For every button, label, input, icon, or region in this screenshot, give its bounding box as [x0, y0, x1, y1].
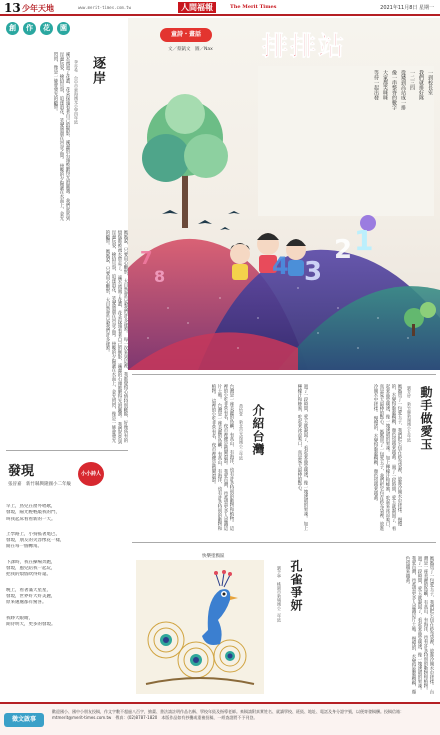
divider — [132, 542, 436, 543]
taiwan-title: 介紹台灣 — [251, 404, 265, 456]
diabolo-author: 劉芳妤 新竹縣新湖國小五年級 — [407, 386, 412, 442]
garden-tag-char: 花 — [40, 22, 53, 35]
poem-line: 開在每一個轉角。 — [6, 544, 42, 550]
poem-body — [6, 504, 126, 628]
body-paragraph: 媽媽買了一包愛玉子，我們把它包在紗布袋裡，放進冷開水中搓揉。 — [373, 384, 384, 531]
section-title: 少年天地 — [22, 4, 54, 13]
poem-line: 發現，朋友的笑容像花一樣， — [6, 538, 65, 544]
garden-tag-char: 創 — [6, 22, 19, 35]
divider — [132, 374, 436, 375]
poem-line: 原來處處都有驚喜。 — [6, 600, 47, 606]
submission-tag: 徵文啟事 — [4, 713, 44, 727]
body-paragraph: 過了一段時間，愛玉就凝固了，看起來晶瑩剔透，像一塊透明的果凍。 — [303, 384, 308, 521]
page-number: 13 — [4, 1, 21, 15]
feature-number: 7 — [140, 248, 153, 269]
brand-logo: 人間福報 — [178, 2, 216, 13]
peacock-title: 孔雀爭妍 — [289, 560, 303, 612]
garden-tag-char: 園 — [57, 22, 70, 35]
story-paragraph: 媽媽說，只要用心觀察，大自然會告訴我們許多祕密。 — [123, 230, 128, 336]
poem-gap — [6, 551, 126, 560]
body-paragraph: 加上檸檬汁和蜂蜜，吃起來冰涼爽口，真是夏天最棒的點心。 — [379, 384, 390, 531]
story-paragraph: 我們常常到岸邊玩耍，撿拾貝殼，追逐浪花，笑聲迴盪在河谷之間。 — [59, 52, 70, 221]
garden-tag-char: 作 — [23, 22, 36, 35]
body-paragraph: 慢慢的，水變得黏黏稠稠，顏色也越來越黃。 — [373, 416, 378, 505]
peacock-icon — [136, 560, 264, 694]
body-paragraph: 過了一段時間，愛玉就凝固了，看起來晶瑩剔透，像一塊透明的果凍。 — [385, 384, 396, 531]
poem-line: 下課時，我在操場奔跑， — [6, 559, 56, 565]
story-paragraph: 我們常常到岸邊玩耍，撿拾貝殼，追逐浪花，笑聲迴盪在河谷之間。 — [111, 230, 122, 445]
page-header — [0, 0, 440, 16]
story-author — [74, 60, 79, 124]
feature-number: 1 — [354, 224, 374, 257]
body-paragraph: 這裡的小吃非常有名，夜市裡總是熱鬧滾滾。 — [211, 398, 216, 487]
story-paragraph: 媽媽說，只要用心觀察，大自然會告訴我們許多祕密。 — [105, 249, 110, 355]
body-paragraph: 我愛台灣，也希望更多人認識這片土地。 — [411, 556, 416, 636]
brand-english: The Merit Times — [230, 4, 277, 10]
peacock-drawing — [136, 560, 264, 694]
story-body-block — [6, 52, 70, 222]
feature-poem-line: 等待一起出發 — [373, 70, 379, 100]
feature-poem-line: 我們就排好隊 — [418, 70, 424, 100]
poem-gap — [6, 607, 126, 616]
taiwan-body — [136, 384, 234, 534]
body-paragraph: 台灣是一座美麗的島嶼，有高山、有海洋，也有許多特別的動物和植物。 — [423, 556, 434, 694]
garden-tag — [6, 22, 70, 35]
poem-title: 發現 — [8, 464, 35, 479]
poem-author: 張晉嘉 新竹縣興隆國小二年級 — [8, 482, 71, 487]
body-paragraph: 媽媽買了一包愛玉子，我們把它包在紗布袋裡，放進冷開水中搓揉。 — [397, 384, 402, 516]
taiwan-author: 黃怡萱 新北市光復國小三年級 — [239, 404, 244, 460]
body-paragraph: 我愛台灣，也希望更多人認識這片土地。 — [217, 384, 228, 531]
story-title: 逐岸 — [90, 56, 105, 86]
body-paragraph: 慢慢的，水變得黏黏稠稠，顏色也越來越黃。 — [405, 556, 416, 694]
feature-poem-line: 一二三四 — [409, 70, 415, 90]
feature-number: 3 — [304, 257, 323, 287]
story-paragraph: 每一次來到這裡，我都覺得心情特別輕鬆，好像所有的煩惱都被流水帶走了。 — [117, 230, 128, 443]
feature-number: 8 — [154, 267, 166, 286]
feature-poem-line: 一到校長室 — [427, 70, 433, 95]
feature-poem-line: 從矮到高站成一排 — [400, 70, 406, 110]
story-body-block — [6, 230, 128, 445]
body-paragraph: 過了一段時間，愛玉就凝固了，看起來晶瑩剔透，像一塊透明的果凍。 — [417, 556, 422, 693]
poem-line: 發現，陽光輕輕敲我的門， — [6, 510, 60, 516]
poem-gap — [6, 523, 126, 532]
poem-line: 叫我起床看看新的一天。 — [6, 516, 56, 522]
peacock-body — [304, 556, 434, 696]
website-link[interactable]: www.merit-times.com.tw — [78, 5, 131, 10]
story-paragraph: 傍晚的夕陽灑在水面上，金光閃閃，像是一條會發光的緞帶。 — [105, 230, 116, 443]
feature-title: 排排站 — [262, 32, 347, 62]
feature-author: 文／蔡凱文 圖／Nax — [168, 47, 213, 52]
poem-line: 晚上，看著滿天星星， — [6, 587, 51, 593]
body-paragraph: 台灣是一座美麗的島嶼，有高山、有海洋，也有許多特別的動物和植物。 — [229, 384, 234, 525]
divider — [6, 450, 128, 451]
submission-notice: 歡迎國小、國中小朋友投稿，作文字數不超過八百字，繪畫、書法請註明作品名稱、學校年級及指導老師。來稿請附真實姓名、就讀學校、班級、地址、電話及身分證字號，以便寄發稿酬。投稿信箱：mtmerit@merit-times.com.tw 傳真：(02)8787-1820 本版作品如有抄襲或重複投稿，一經查證將不予刊登。 — [52, 709, 404, 720]
poem-line: 早上，鳥兒在窗外唱歌， — [6, 504, 56, 509]
feature-number: 2 — [334, 235, 353, 265]
feature-number: 4 — [272, 252, 289, 280]
body-paragraph: 加上檸檬汁和蜂蜜，吃起來冰涼爽口，真是夏天最棒的點心。 — [297, 384, 308, 531]
body-paragraph: 慢慢的，水變得黏黏稠稠，顏色也越來越黃。 — [391, 384, 402, 527]
diabolo-body — [270, 384, 308, 534]
issue-date: 2021年11月8日 星期一 — [380, 5, 434, 11]
diabolo-body — [312, 384, 402, 534]
poem-line: 發現，世界好大好美麗， — [6, 593, 56, 599]
diabolo-title: 動手做愛玉 — [419, 386, 433, 451]
footer — [0, 702, 440, 735]
body-paragraph: 媽媽買了一包愛玉子，我們把它包在紗布袋裡，放進冷開水中搓揉。 — [429, 556, 434, 688]
poem-line: 我睜大眼睛， — [6, 615, 33, 621]
poem-badge: 小小詩人 — [78, 462, 104, 486]
feature-poem-line: 大家都笑咪咪 — [382, 70, 388, 100]
doodle-caption: 快樂塗鴉區 — [202, 554, 225, 559]
story-author-name: 李亦希 — [74, 60, 79, 72]
poem-line: 上學路上，小狗搖著尾巴， — [6, 531, 60, 537]
feature-poem-line: 像一串整齊的數字 — [391, 70, 397, 110]
feature-poem — [258, 70, 434, 178]
peacock-author: 劉予寧 桃園市新埔國小二年級 — [277, 566, 282, 622]
story-paragraph: 傍晚的夕陽灑在水面上，金光閃閃，像是一條會發光的緞帶。 — [53, 52, 64, 221]
poem-line: 發現，風兒陪我一起玩， — [6, 566, 56, 572]
poem-line: 把我的煩惱吹得好遠。 — [6, 572, 51, 578]
feature-badge: 童詩・畫話 — [160, 28, 212, 42]
story-paragraph: 溪水流過了花叢，花朵探頭看著自己的倒影，溪邊的石頭被磨得光滑圓潤。 — [65, 52, 70, 198]
story-author-school: 台中市東海國光小學四年級 — [74, 76, 79, 124]
body-paragraph: 台灣是一座美麗的島嶼，有高山、有海洋，也有許多特別的動物和植物。 — [211, 384, 222, 531]
poem-gap — [6, 579, 126, 588]
story-paragraph: 溪水流過了花叢，花朵探頭看著自己的倒影，溪邊的石頭被磨得光滑圓潤。 — [117, 275, 122, 421]
body-paragraph: 這裡的小吃非常有名，夜市裡總是熱鬧滾滾。 — [223, 384, 234, 531]
poem-line: 期待明天，更多的發現。 — [6, 621, 56, 627]
